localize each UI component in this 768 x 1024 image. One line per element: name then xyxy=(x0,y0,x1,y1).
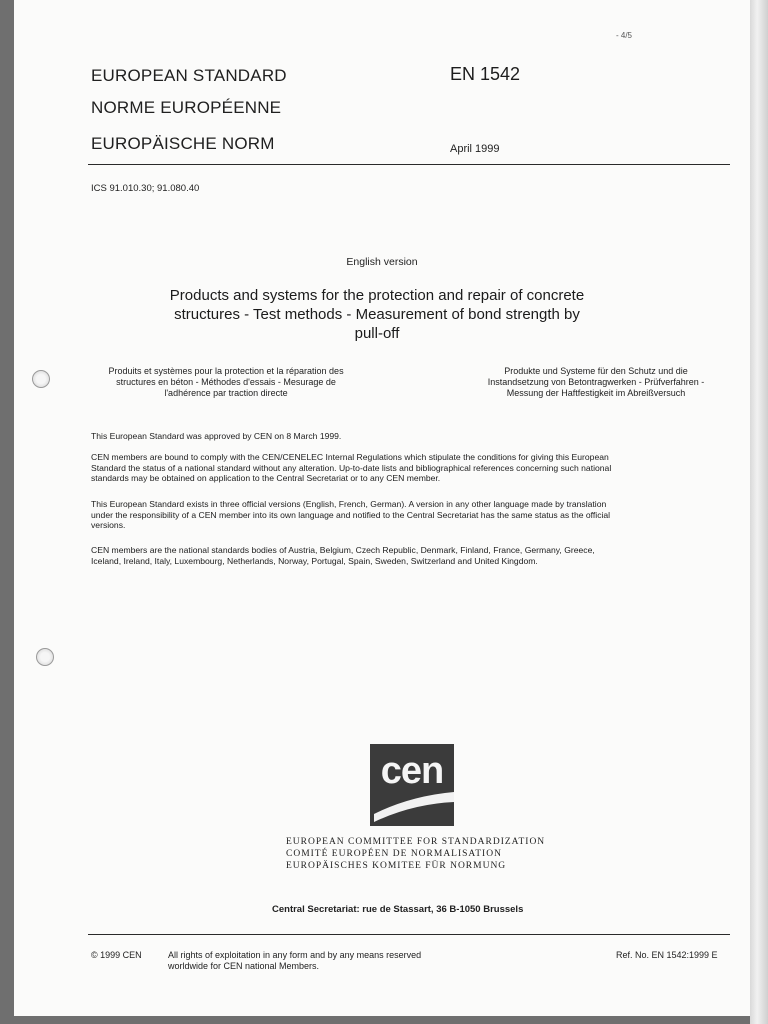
title-de-line: Messung der Haftfestigkeit im Abreißversuch xyxy=(506,388,686,398)
standard-number: EN 1542 xyxy=(450,64,521,84)
title-fr-line: structures en béton - Méthodes d'essais - Mesurage de xyxy=(116,377,336,387)
title-de-line: Instandsetzung von Betontragwerken - Prüfverfahren - xyxy=(487,377,705,387)
header-title-de: EUROPÄISCHE NORM xyxy=(91,134,275,153)
paragraph-line: Iceland, Ireland, Italy, Luxembourg, Netherlands, Norway, Portugal, Spain, Sweden, Switzerland and United Kingdom. xyxy=(91,555,538,566)
title-french xyxy=(76,366,376,399)
rights-line: All rights of exploitation in any form and by any means reserved xyxy=(168,950,422,960)
paragraph-line: CEN members are bound to comply with the CEN/CENELEC Internal Regulations which stipulate the conditions for giving this European xyxy=(91,452,609,462)
punch-hole xyxy=(32,370,50,388)
document-page xyxy=(14,0,750,1016)
committee-line: COMITÉ EUROPÉEN DE NORMALISATION xyxy=(286,849,502,859)
paragraph-line: under the responsibility of a CEN member into its own language and notified to the Central Secretariat has the same status as the official xyxy=(91,509,611,520)
paragraph-versions xyxy=(91,499,741,531)
corner-note: - 4/5 xyxy=(616,31,633,40)
version-label: English version xyxy=(346,256,418,268)
header-title-en: EUROPEAN STANDARD xyxy=(91,66,287,85)
rights-line: worldwide for CEN national Members. xyxy=(168,961,320,971)
committee-line: EUROPEAN COMMITTEE FOR STANDARDIZATION xyxy=(286,837,546,847)
ics-code: ICS 91.010.30; 91.080.40 xyxy=(91,183,200,194)
page-edge-shadow xyxy=(750,0,768,1024)
header-divider xyxy=(88,164,730,165)
header-title-fr: NORME EUROPÉENNE xyxy=(91,98,282,117)
publication-date: April 1999 xyxy=(450,143,500,155)
rights-statement xyxy=(168,950,421,972)
title-line: structures - Test methods - Measurement of bond strength by xyxy=(174,306,580,323)
footer-divider xyxy=(88,934,730,935)
central-secretariat: Central Secretariat: rue de Stassart, 36 B-1050 Brussels xyxy=(272,904,524,915)
paragraph-line: This European Standard exists in three official versions (English, French, German). A version in any other language made by translation xyxy=(91,499,607,509)
paragraph-line: standards may be obtained on application to the Central Secretariat or to any CEN member. xyxy=(91,473,441,484)
title-fr-line: Produits et systèmes pour la protection et la réparation des xyxy=(108,366,344,376)
cen-logo xyxy=(370,744,454,826)
paragraph-line: CEN members are the national standards bodies of Austria, Belgium, Czech Republic, Denmark, Finland, France, Germany, Greece, xyxy=(91,545,595,555)
cen-logo-text: cen xyxy=(380,750,444,792)
title-fr-line: l'adhérence par traction directe xyxy=(164,388,288,398)
paragraph-members xyxy=(91,545,741,566)
committee-line: EUROPÄISCHES KOMITEE FÜR NORMUNG xyxy=(286,861,507,871)
title-de-line: Produkte und Systeme für den Schutz und die xyxy=(504,366,688,376)
copyright: © 1999 CEN xyxy=(91,950,142,960)
title-line: pull-off xyxy=(354,325,400,342)
committee-names xyxy=(286,836,546,872)
paragraph-line: Standard the status of a national standard without any alteration. Up-to-date lists and bibliographical references concerning such national xyxy=(91,462,612,473)
paragraph-compliance xyxy=(91,452,741,484)
document-title xyxy=(114,286,640,343)
title-german xyxy=(446,366,746,399)
title-line: Products and systems for the protection and repair of concrete xyxy=(169,287,585,304)
reference-number: Ref. No. EN 1542:1999 E xyxy=(616,950,718,960)
punch-hole xyxy=(36,648,54,666)
approval-statement: This European Standard was approved by CEN on 8 March 1999. xyxy=(91,431,342,441)
paragraph-line: versions. xyxy=(91,520,126,531)
